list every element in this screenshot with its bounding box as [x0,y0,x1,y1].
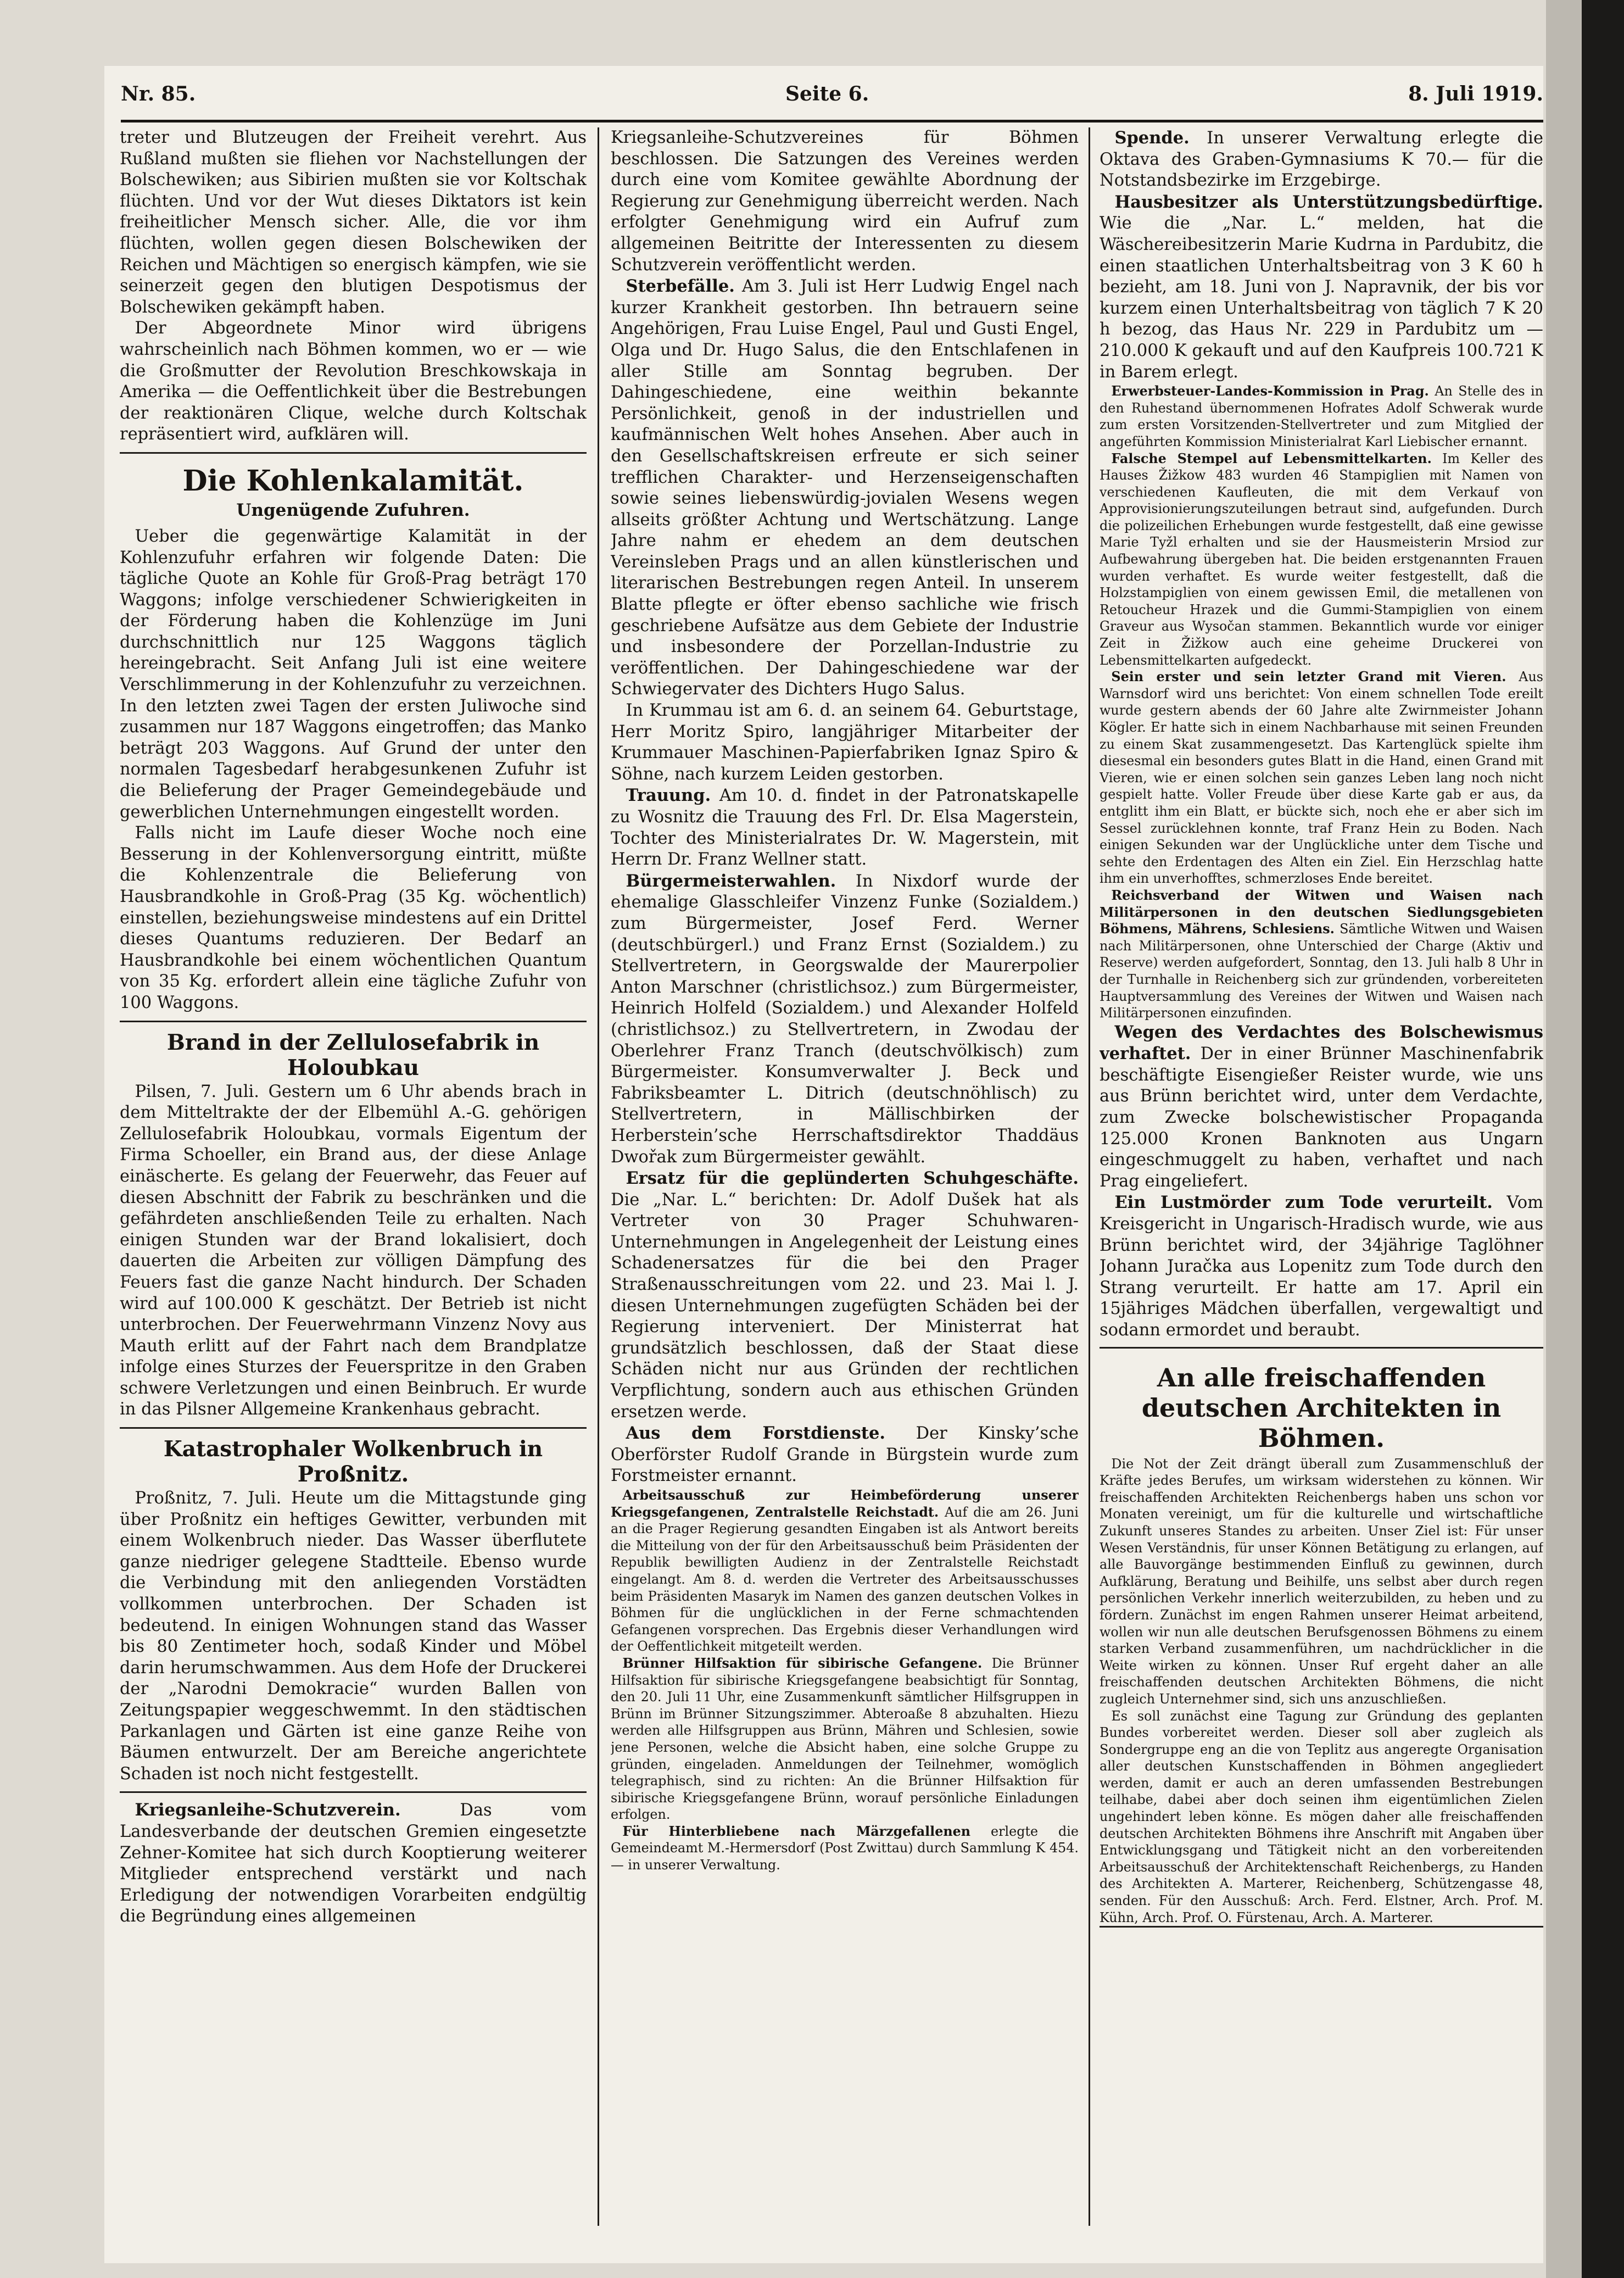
page-number: Seite 6. [785,82,869,105]
header-rule [121,120,1543,122]
divider [120,1427,587,1429]
scan-border [1582,0,1624,2278]
announcement-paragraph: Es soll zunächst eine Tagung zur Gründung des geplanten Bundes vorbereitet werden. Dieser soll aber zugleich als Sondergruppe eng an die von Teplitz aus angeregte Organisation aller deutschen Kunstschaffenden in Böhmen angegliedert werden, damit er auch an deren umfassenden Bestrebungen teilhabe, dabei aber doch seinen ihm eigentümlichen Zielen ungehindert leben könne. Es mögen daher alle freischaffenden deutschen Architekten Böhmens ihre Anschrift mit Angaben über Entwicklungsgang und Tätigkeit nicht an den vorbereitenden Arbeitsausschuß der Architektenschaft Reichenbergs, zu Handen des Architekten A. Marterer, Reichenberg, Schützengasse 48, senden. Für den Ausschuß: Arch. Ferd. Elstner, Arch. Prof. M. Kühn, Arch. Prof. O. Fürstenau, Arch. A. Marterer. [1100,1708,1543,1925]
divider [120,1791,587,1793]
article-wolkenbruch: Proßnitz, 7. Juli. Heute um die Mittagstunde ging über Proßnitz ein heftiges Gewitter, verbunden mit einem Wolkenbruch nieder. Das Wasser überflutete ganze niedriger gelegene Stadtteile. Ebenso wurde die Verbindung mit den anliegenden Vorstädten vollkommen unterbrochen. Der Schaden ist bedeutend. In einigen Wohnungen stand das Wasser bis 80 Zentimeter hoch, sodaß Kinder und Möbel darin herumschwammen. Aus dem Hofe der Druckerei der „Narodni Demokracie“ wurden Ballen von Zeitungspapier weggeschwemmt. In den städtischen Parkanlagen und Gärten ist eine ganze Reihe von Bäumen entwurzelt. Der am Bereiche angerichtete Schaden ist noch nicht festgestellt. [120,1489,587,1784]
article-forstdienst: Aus dem Forstdienste. Der Kinsky’sche Oberförster Rudolf Grande in Bürgstein wurde zum Forstmeister ernannt. [611,1423,1079,1486]
announcement-title: An alle freischaffenden deutschen Architekten in Böhmen. [1141,1362,1502,1453]
article-ersatz: Ersatz für die geplünderten Schuhgeschäfte. Die „Nar. L.“ berichten: Dr. Adolf Dušek hat als Vertreter von 30 Prager Schuhwaren-Unternehmungen in Angelegenheit der Leistung eines Schadenersatzes für die bei den Prager Straßenausschreitungen vom 22. und 23. Mai l. J. diesen Unternehmungen zugefügten Schäden bei der Regierung interveniert. Der Ministerrat hat grundsätzlich beschlossen, daß der Staat diese Schäden nicht nur aus Gründen der rechtlichen Verpflichtung, sondern auch aus ethischen Gründen ersetzen werde. [611,1168,1079,1422]
column-3 [1100,127,1543,2226]
article-bruenner-hilfsaktion: Brünner Hilfsaktion für sibirische Gefangene. Die Brünner Hilfsaktion für sibirische Kriegsgefangene beabsichtigt für Sonntag, den 20. Juli 11 Uhr, eine Zusammenkunft sämtlicher Hilfsgruppen in Brünn im Brünner Sitzungszimmer. Abteroaße 8 abzuhalten. Hiezu werden alle Hilfsgruppen aus Brünn, Mähren und Schlesien, sowie jene Personen, welche die Absicht haben, eine solche Gruppe zu gründen, eingeladen. Anmeldungen der Teilnehmer, womöglich telegraphisch, sind zu richten: An die Brünner Hilfsaktion für sibirische Kriegsgefangene Brünn, worauf persönliche Einladungen erfolgen. [611,1655,1079,1823]
small-notices [611,1487,1079,1874]
column-2 [611,127,1079,2226]
article-sterbefaelle: Sterbefälle. Am 3. Juli ist Herr Ludwig Engel nach kurzer Krankheit gestorben. Ihn betrauern seine Angehörigen, Frau Luise Engel, Paul und Gusti Engel, Olga und Dr. Hugo Salus, die den Entschlafenen in aller Stille am Sonntag begruben. Der Dahingeschiedene, eine weithin bekannte Persönlichkeit, genoß in der industriellen und kaufmännischen Welt hohes Ansehen. Aber auch in den Gesellschaftskreisen erfreute er sich seiner trefflichen Charakter- und Herzenseigenschaften sowie seines liebenswürdig-jovialen Wesens wegen allseits größter Achtung und Wertschätzung. Lange Jahre nahm er ehedem an dem deutschen Vereinsleben Prags und an allen künstlerischen und literarischen Bestrebungen regen Anteil. In unserem Blatte pflegte er öfter ebenso sachliche wie frisch geschriebene Aufsätze aus dem Gebiete der Industrie und insbesondere der Porzellan-Industrie zu veröffentlichen. Der Dahingeschiedene war der Schwiegervater des Dichters Hugo Salus. [611,276,1079,699]
headline-wolkenbruch: Katastrophaler Wolkenbruch in Proßnitz. [163,1436,543,1488]
article-erwerbsteuer: Erwerbsteuer-Landes-Kommission in Prag. An Stelle des in den Ruhestand übernommenen Hofrates Adolf Schwerak wurde zum ersten Vorsitzenden-Stellvertreter und zum Mitglied der angeführten Kommission Ministerialrat Karl Liebischer ernannt. [1100,383,1543,449]
article-trauung: Trauung. Am 10. d. findet in der Patronatskapelle zu Wosnitz die Trauung des Frl. Dr. Elsa Magerstein, Tochter des Ministerialrates Dr. W. Magerstein, mit Herrn Dr. Franz Wellner statt. [611,786,1079,870]
divider [120,1021,587,1022]
column-divider [1089,127,1090,2226]
article-bolschewismus: Wegen des Verdachtes des Bolschewismus verhaftet. Der in einer Brünner Maschinenfabrik beschäftigte Eisengießer Reister wurde, wie uns aus Brünn berichtet wird, unter dem Verdachte, zum Zwecke bolschewistischer Propaganda 125.000 Kronen Banknoten aus Ungarn eingeschmuggelt zu haben, verhaftet und nach Prag eingeliefert. [1100,1022,1543,1191]
article-buergermeisterwahlen: Bürgermeisterwahlen. In Nixdorf wurde der ehemalige Glasschleifer Vinzenz Funke (Sozialdem.) zum Bürgermeister, Josef Ferd. Werner (deutschbürgerl.) und Franz Ernst (Sozialdem.) zu Stellvertretern, in Georgswalde der Maurerpolier Anton Marschner (christlichsoz.) zum Bürgermeister, Heinrich Holfeld (Sozialdem.) und Alexander Holfeld (christlichsoz.) zu Stellvertretern, in Zwodau der Oberlehrer Franz Tranch (deutschvölkisch) zum Bürgermeister. Konsumverwalter J. Beck und Fabriksbeamter L. Ditrich (deutschnöhlisch) zu Stellvertretern, in Mällischbirken der Herberstein’sche Herrschaftsdirektor Thaddäus Dwořak zum Bürgermeister gewählt. [611,871,1079,1167]
article-brand: Pilsen, 7. Juli. Gestern um 6 Uhr abends brach in dem Mitteltrakte der der Elbemühl A.-G. gehörigen Zellulosefabrik Holoubkau, vormals Eigentum der Firma Schoeller, ein Brand aus, der diese Anlage einäscherte. Es gelang der Feuerwehr, das Feuer auf diesen Abschnitt der Fabrik zu beschränken und die gefährdeten anschließenden Teile zu erhalten. Nach einigen Stunden war der Brand lokalisiert, doch dauerten die Arbeiten zur völligen Dämpfung des Feuers fast die ganze Nacht hindurch. Der Schaden wird auf 100.000 K geschätzt. Der Betrieb ist nicht unterbrochen. Der Feuerwehrmann Vinzenz Novy aus Mauth erlitt auf der Fahrt nach dem Brandplatze infolge eines Sturzes der Feuerspritze in den Graben schwere Verletzungen und einen Beinbruch. Er wurde in das Pilsner Allgemeine Krankenhaus gebracht. [120,1082,587,1419]
article-minor: Der Abgeordnete Minor wird übrigens wahrscheinlich nach Böhmen kommen, wo er — wie die Großmutter der Revolution Breschkowskaja in Amerika — die Oeffentlichkeit über die Bestrebungen der reaktionären Clique, welche durch Koltschak repräsentiert wird, aufklären will. [120,319,587,444]
headline-brand-holoubkau: Brand in der Zellulosefabrik in Holoubkau [166,1029,540,1080]
column-1 [120,127,587,2226]
announcement-paragraph: Die Not der Zeit drängt überall zum Zusammenschluß der Kräfte jedes Berufes, um wirksam widerstehen zu können. Wir freischaffenden Architekten Reichenbergs haben uns schon vor Monaten vereinigt, um für die kulturelle und wirtschaftliche Zukunft unseres Standes zu arbeiten. Unser Ziel ist: Für unser Wesen Verständnis, für unser Können Betätigung zu erlangen, auf alle Bauvorgänge bestimmenden Einfluß zu gewinnen, durch Aufklärung, Beratung und Beihilfe, uns selbst aber durch regen persönlichen Verkehr innerlich weiterzubilden, zu heben und zu fördern. Zunächst im engen Rahmen unserer Heimat arbeitend, wollen wir nun alle deutschen Berufsgenossen Böhmens zu einem starken Verband zusammenführen, um nachdrücklicher in die Weite wirken zu können. Unser Ruf ergeht daher an alle freischaffenden deutschen Architekten Böhmens, die nicht zugleich Unternehmer sind, sich uns anzuschließen. [1100,1456,1543,1707]
announcement-body [1100,1456,1543,1926]
article-koltschak-end: treter und Blutzeugen der Freiheit verehrt. Aus Rußland mußten sie fliehen vor Nachstellungen der Bolschewiken; aus Sibirien mußten sie vor Koltschak flüchten. Und vor der Wut dieses Diktators ist kein freiheitlicher Mensch sicher. Alle, die vor ihm flüchten, wollen gegen diesen Bolschewiken der Reichen und Mächtigen so energisch kämpfen, wie sie seinerzeit gegen den blutigen Despotismus der Bolschewiken gekämpft haben. [120,128,587,317]
issue-date: 8. Juli 1919. [1408,82,1543,105]
article-kohlen-1: Ueber die gegenwärtige Kalamität in der Kohlenzufuhr erfahren wir folgende Daten: Die tägliche Quote an Kohle für Groß-Prag beträgt 170 Waggons; infolge verschiedener Schwierigkeiten in der Förderung haben die Kohlenzüge im Juni durchschnittlich nur 125 Waggons täglich hereingebracht. Seit Anfang Juli ist eine weitere Verschlimmerung in der Kohlenzufuhr zu verzeichnen. In den letzten zwei Tagen der ersten Juliwoche sind zusammen nur 187 Waggons eingetroffen; das Manko beträgt 203 Waggons. Auf Grund der unter den normalen Tagesbedarf herabgesunkenen Zufuhr ist die Belieferung der Prager Gemeindegebäude und gewerblichen Unternehmungen eingestellt worden. [120,526,587,822]
page-header [121,82,1543,115]
headline-kohlenkalamitaet: Die Kohlenkalamität. [182,464,524,498]
article-hinterbliebene: Für Hinterbliebene nach Märzgefallenen erlegte die Gemeindeamt M.-Hermersdorf (Post Zwittau) durch Sammlung K 454.— in unserer Verwaltung. [611,1823,1079,1873]
article-hausbesitzer: Hausbesitzer als Unterstützungsbedürftige. Wie die „Nar. L.“ melden, hat die Wäschereibesitzerin Marie Kudrna in Pardubitz, die einen staatlichen Unterhaltsbeitrag von 3 K 60 h bezieht, am 18. Juni von J. Napravnik, der bis vor kurzem einen Unterhaltsbeitrag von täglich 7 K 20 h bezog, das Haus Nr. 229 in Pardubitz um — 210.000 K gekauft und auf den Kaufpreis 100.721 K in Barem erlegt. [1100,192,1543,382]
architects-announcement [1100,1347,1543,1928]
divider [120,452,587,454]
article-lustmoerder: Ein Lustmörder zum Tode verurteilt. Vom Kreisgericht in Ungarisch-Hradisch wurde, wie aus Brünn berichtet wird, der 34jährige Taglöhner Johann Juračka aus Lopenitz zum Tode durch den Strang verurteilt. Er hatte am 17. April ein 15jähriges Mädchen überfallen, vergewaltigt und sodann ermordet und beraubt. [1100,1193,1543,1340]
article-kriegsanleihe-cont: Kriegsanleihe-Schutzvereines für Böhmen beschlossen. Die Satzungen des Vereines werden durch eine vom Komitee gewählte Abordnung der Regierung zur Genehmigung überreicht werden. Nach erfolgter Genehmigung wird ein Aufruf zum allgemeinen Beitritte der Interessenten zu diesem Schutzverein veröffentlicht werden. [611,128,1079,275]
article-arbeitsausschuss: Arbeitsausschuß zur Heimbeförderung unserer Kriegsgefangenen, Zentralstelle Reichstadt. Auf die am 26. Juni an die Prager Regierung gesandten Eingaben ist als Antwort bereits die Mitteilung von der für den Arbeitsausschuß beim Präsidenten der Republik bewilligten Audienz in der Zentralstelle Reichstadt eingelangt. Am 8. d. werden die Vertreter des Arbeitsausschusses beim Präsidenten Masaryk im Namen des ganzen deutschen Volkes in Böhmen für die unglücklichen in der Ferne schmachtenden Gefangenen vorsprechen. Das Ergebnis dieser Verhandlungen wird der Oeffentlichkeit mitgeteilt werden. [611,1488,1079,1655]
column-divider [598,127,599,2226]
small-notices [1100,383,1543,1022]
article-spende: Spende. In unserer Verwaltung erlegte die Oktava des Graben-Gymnasiums K 70.— für die Notstandsbezirke im Erzgebirge. [1100,128,1543,191]
issue-number: Nr. 85. [121,82,196,105]
article-reichsverband: Reichsverband der Witwen und Waisen nach Militärpersonen in den deutschen Siedlungsgebieten Böhmens, Mährens, Schlesiens. Sämtliche Witwen und Waisen nach Militärpersonen, ohne Unterschied der Charge (Aktiv und Reserve) werden aufgefordert, Sonntag, den 13. Juli halb 8 Uhr in der Turnhalle in Reichenberg sich zur gründenden, vorbereiteten Hauptversammlung des Vereines der Witwen und Waisen nach Militärpersonen einzufinden. [1100,887,1543,1021]
article-grand-mit-vieren: Sein erster und sein letzter Grand mit Vieren. Aus Warnsdorf wird uns berichtet: Von einem schnellen Tode ereilt wurde gestern abends der 60 Jahre alte Zwirnmeister Johann Kögler. Er hatte sich in einem Nachbarhause mit seinen Freunden zu einem Skat zusammengesetzt. Das Kartenglück spielte ihm diesesmal ein besonders gutes Blatt in die Hand, einen Grand mit Vieren, wie er einen solchen sein ganzes Leben lang noch nicht gespielt hatte. Voller Freude über diese Karte gab er aus, da entglitt ihm ein Blatt, er bückte sich, noch ehe er aber sich im Sessel zurücklehnen konnte, traf Franz Hein zu Boden. Nach einigen Sekunden war der Unglückliche unter dem Tische und sehte den Erdentagen des Alten ein Ziel. Ein Herzschlag hatte ihm ein unverhofftes, schmerzloses Ende bereitet. [1100,669,1543,887]
article-falsche-stempel: Falsche Stempel auf Lebensmittelkarten. Im Keller des Hauses Žižkow 483 wurden 46 Stampiglien mit Namen von verschiedenen Kaufleuten, die mit dem Verkauf von Approvisionierungszuteilungen betraut sind, aufgefunden. Durch die polizeilichen Erhebungen wurde festgestellt, daß eine gewisse Marie Tyžl erhalten und sie der Hausmeisterin Mrsiod zur Aufbewahrung übergeben hat. Die beiden erstgenannten Frauen wurden verhaftet. Es wurde weiter festgestellt, daß die Holzstampiglien von einem gewissen Emil, die metallenen von Retoucheur Hrazek und die Gummi-Stampiglien von einem Graveur aus Wysočan stammen. Bekanntlich wurde vor einiger Zeit in Žižkow auch eine geheime Druckerei von Lebensmittelkarten aufgedeckt. [1100,450,1543,668]
page-shadow [1546,0,1582,2278]
subheadline-zufuhren: Ungenügende Zufuhren. [236,500,470,520]
article-spiro: In Krummau ist am 6. d. an seinem 64. Geburtstage, Herr Moritz Spiro, langjähriger Mitarbeiter der Krummauer Maschinen-Papierfabriken Ignaz Spiro & Söhne, nach kurzem Leiden gestorben. [611,701,1079,784]
article-kriegsanleihe: Kriegsanleihe-Schutzverein. Das vom Landesverbande der deutschen Gremien eingesetzte Zehner-Komitee hat sich durch Kooptierung weiterer Mitglieder entsprechend verstärkt und nach Erledigung der notwendigen Vorarbeiten endgültig die Begründung eines allgemeinen [120,1800,587,1926]
article-kohlen-2: Falls nicht im Laufe dieser Woche noch eine Besserung in der Kohlenversorgung eintritt, müßte die Kohlenzentrale die Belieferung von Hausbrandkohle in Groß-Prag (35 Kg. wöchentlich) einstellen, beziehungsweise mindestens auf ein Drittel dieses Quantums reduzieren. Der Bedarf an Hausbrandkohle bei einem wöchentlichen Quantum von 35 Kg. erfordert allein eine tägliche Zufuhr von 100 Waggons. [120,823,587,1012]
